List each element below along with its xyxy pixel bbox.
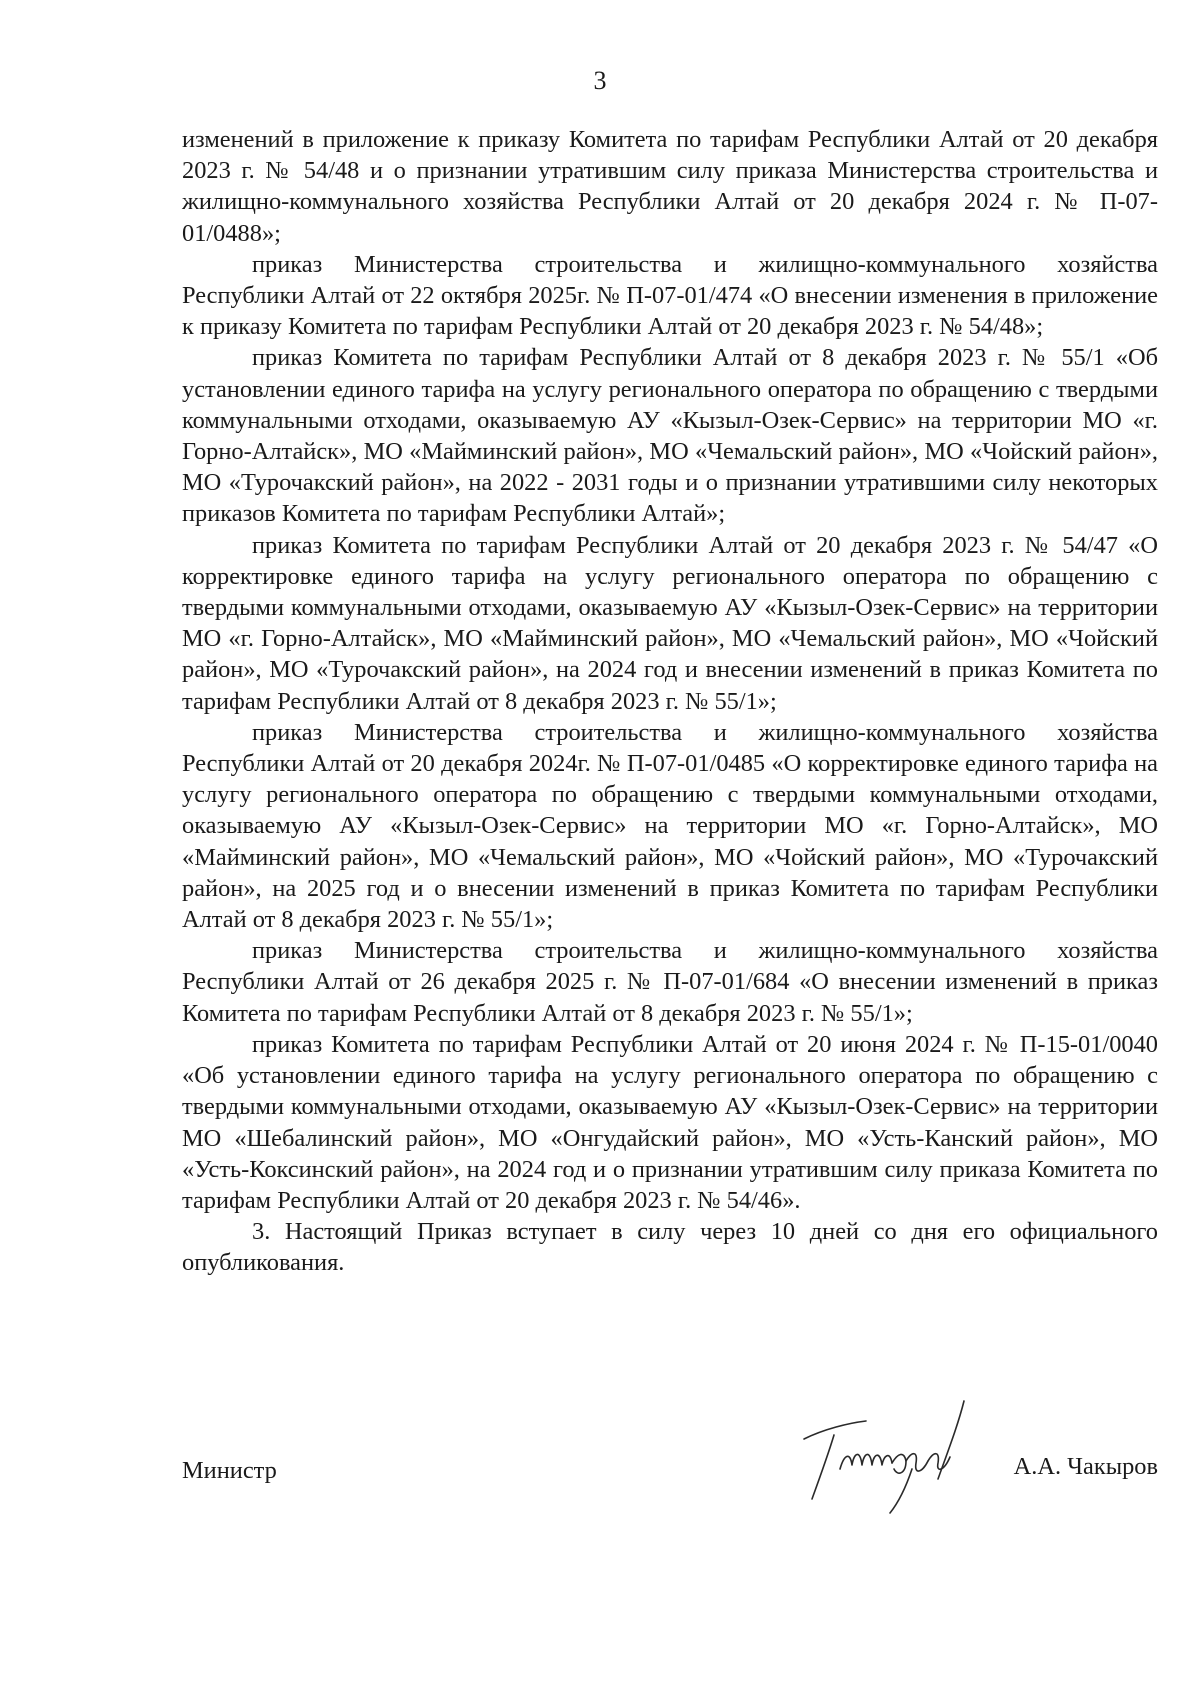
paragraph-order-55-1: приказ Комитета по тарифам Республики Алтай от 8 декабря 2023 г. № 55/1 «Об установлении единого тарифа на услугу регионального оператора по обращению с твердыми коммунальными отходами, оказываемую АУ «Кызыл-Озек-Сервис» на территории МО «г. Горно-Алтайск», МО «Майминский район», МО «Чемальский район», МО «Чойский район», МО «Турочакский район», на 2022 - 2031 годы и о признании утратившими силу некоторых приказов Комитета по тарифам Республики Алтай»; (182, 344, 1158, 528)
paragraph-order-474: приказ Министерства строительства и жилищно-коммунального хозяйства Республики Алтай от 22 октября 2025г. № П-07-01/474 «О внесении изменения в приложение к приказу Комитета по тарифам Республики Алтай от 20 декабря 2023 г. № 54/48»; (182, 250, 1158, 341)
paragraph-order-0040: приказ Комитета по тарифам Республики Алтай от 20 июня 2024 г. № П-15-01/0040 «Об установлении единого тарифа на услугу регионального оператора по обращению с твердыми коммунальными отходами, оказываемую АУ «Кызыл-Озек-Сервис» на территории МО «Шебалинский район», МО «Онгудайский район», МО «Усть-Канский район», МО «Усть-Коксинский район», на 2024 год и о признании утратившим силу приказа Комитета по тарифам Республики Алтай от 20 декабря 2023 г. № 54/46». (182, 1030, 1158, 1214)
signer-position: Министр (182, 1457, 277, 1484)
paragraph-order-54-47: приказ Комитета по тарифам Республики Алтай от 20 декабря 2023 г. № 54/47 «О корректировке единого тарифа на услугу регионального оператора по обращению с твердыми коммунальными отходами, оказываемую АУ «Кызыл-Озек-Сервис» на территории МО «г. Горно-Алтайск», МО «Майминский район», МО «Чемальский район», МО «Чойский район», МО «Турочакский район», на 2024 год и внесении изменений в приказ Комитета по тарифам Республики Алтай от 8 декабря 2023 г. № 55/1»; (182, 531, 1158, 715)
paragraph-order-0485: приказ Министерства строительства и жилищно-коммунального хозяйства Республики Алтай от 20 декабря 2024г. № П-07-01/0485 «О корректировке единого тарифа на услугу регионального оператора по обращению с твердыми коммунальными отходами, оказываемую АУ «Кызыл-Озек-Сервис» на территории МО «г. Горно-Алтайск», МО «Майминский район», МО «Чемальский район», МО «Чойский район», МО «Турочакский район», на 2025 год и о внесении изменений в приказ Комитета по тарифам Республики Алтай от 8 декабря 2023 г. № 55/1»; (182, 718, 1158, 934)
paragraph-continuation: изменений в приложение к приказу Комитета по тарифам Республики Алтай от 20 декабря 2023 г. № 54/48 и о признании утратившим силу приказа Министерства строительства и жилищно-коммунального хозяйства Республики Алтай от 20 декабря 2024 г. № П-07-01/0488»; (182, 126, 1158, 247)
document-body (182, 124, 1158, 1279)
page-number: 3 (593, 66, 607, 95)
signer-name: А.А. Чакыров (1013, 1453, 1158, 1480)
paragraph-order-684: приказ Министерства строительства и жилищно-коммунального хозяйства Республики Алтай от 26 декабря 2025 г. № П-07-01/684 «О внесении изменений в приказ Комитета по тарифам Республики Алтай от 8 декабря 2023 г. № 55/1»; (182, 937, 1158, 1027)
signature-block (182, 1425, 1158, 1535)
paragraph-entry-into-force: 3. Настоящий Приказ вступает в силу через 10 дней со дня его официального опубликования. (182, 1218, 1158, 1277)
handwritten-signature (794, 1395, 984, 1515)
